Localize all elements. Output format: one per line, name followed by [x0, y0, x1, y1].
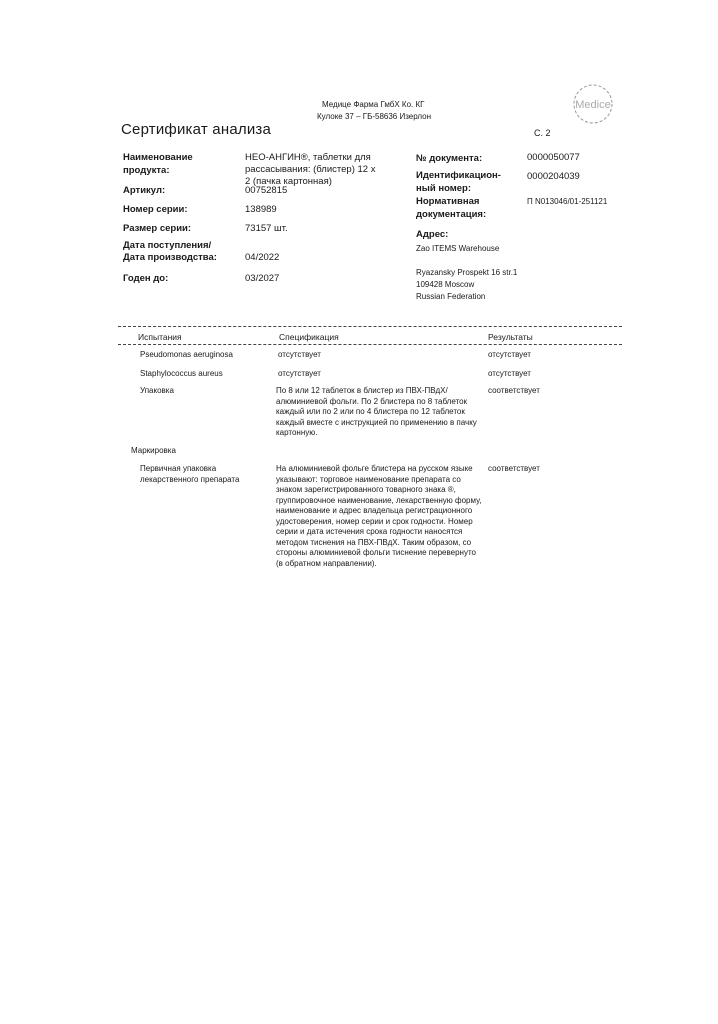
logo-text: Medice	[575, 99, 611, 111]
production-date-label: Дата производства:	[123, 252, 217, 263]
doc-no-value: 0000050077	[527, 152, 580, 163]
table-row-spec: отсутствует	[278, 369, 321, 378]
batch-size-label: Размер серии:	[123, 223, 192, 234]
ident-label: Идентификацион-ный номер:	[416, 170, 501, 194]
table-row-spec: По 8 или 12 таблеток в блистер из ПВХ-ПВдХ/алюминиевой фольги. По 2 блистера по 8 таблеток каждый или по 2 или по 4 блистера по 12 таблеток каждый вместе с инструкцией по применению в пачку картонную.	[276, 386, 477, 437]
page-number: С. 2	[534, 128, 551, 138]
receipt-date-label: Дата поступления/	[123, 240, 212, 251]
medice-logo	[558, 83, 628, 125]
company-name: Медице Фарма ГмбХ Ко. КГ	[322, 100, 425, 109]
table-row-test: Pseudomonas aeruginosa	[140, 350, 233, 359]
section-marking-heading: Маркировка	[131, 446, 176, 455]
ident-value: 0000204039	[527, 171, 580, 182]
article-value: 00752815	[245, 185, 288, 196]
address-label: Адрес:	[416, 229, 449, 240]
table-row-result: отсутствует	[488, 369, 531, 378]
batch-size-value: 73157 шт.	[245, 223, 288, 234]
table-row-result: отсутствует	[488, 350, 531, 359]
table-row-test: Первичная упаковка лекарственного препарата	[140, 464, 240, 484]
table-top-divider	[118, 326, 622, 327]
norm-doc-value: П N013046/01-251121	[527, 197, 608, 206]
col-header-spec: Спецификация	[279, 332, 339, 342]
batch-value: 138989	[245, 204, 277, 215]
address-line-1: Zao ITEMS Warehouse	[416, 244, 500, 253]
address-line-3: 109428 Moscow	[416, 280, 475, 289]
expiry-label: Годен до:	[123, 273, 169, 284]
doc-no-label: № документа:	[416, 153, 483, 164]
col-header-result: Результаты	[488, 332, 533, 342]
page-title: Сертификат анализа	[121, 121, 272, 138]
table-row-result: соответствует	[488, 464, 540, 473]
col-header-test: Испытания	[138, 332, 182, 342]
table-row-test: Staphylococcus aureus	[140, 369, 223, 378]
table-row-test: Упаковка	[140, 386, 174, 395]
article-label: Артикул:	[123, 185, 166, 196]
table-row-spec: На алюминиевой фольге блистера на русском языке указывают: торговое наименование препарата со знаком зарегистрированного товарного знака ®, группировочное наименование, лекарственную форму, наименование и адрес владельца регистрационного удостоверения, номер серии и срок годности. Номер серии и дата истечения срока годности наносятся методом тиснения на ПВХ-ПВдХ. Таким образом, со стороны алюминиевой фольги тиснение перевернуто (в обратном направлении).	[276, 464, 482, 568]
table-header-divider	[118, 344, 622, 345]
address-line-4: Russian Federation	[416, 292, 486, 301]
production-date-value: 04/2022	[245, 252, 280, 263]
expiry-value: 03/2027	[245, 273, 280, 284]
product-name-value: НЕО-АНГИН®, таблетки для рассасывания: (блистер) 12 x 2 (пачка картонная)	[245, 152, 376, 187]
table-row-result: соответствует	[488, 386, 540, 395]
batch-label: Номер серии:	[123, 204, 188, 215]
company-address: Кулоке 37 – ГБ-58636 Изерлон	[317, 112, 432, 121]
address-line-2: Ryazansky Prospekt 16 str.1	[416, 268, 518, 277]
table-row-spec: отсутствует	[278, 350, 321, 359]
product-name-label: Наименование продукта:	[123, 152, 193, 176]
norm-doc-label: Нормативная документация:	[416, 196, 487, 220]
